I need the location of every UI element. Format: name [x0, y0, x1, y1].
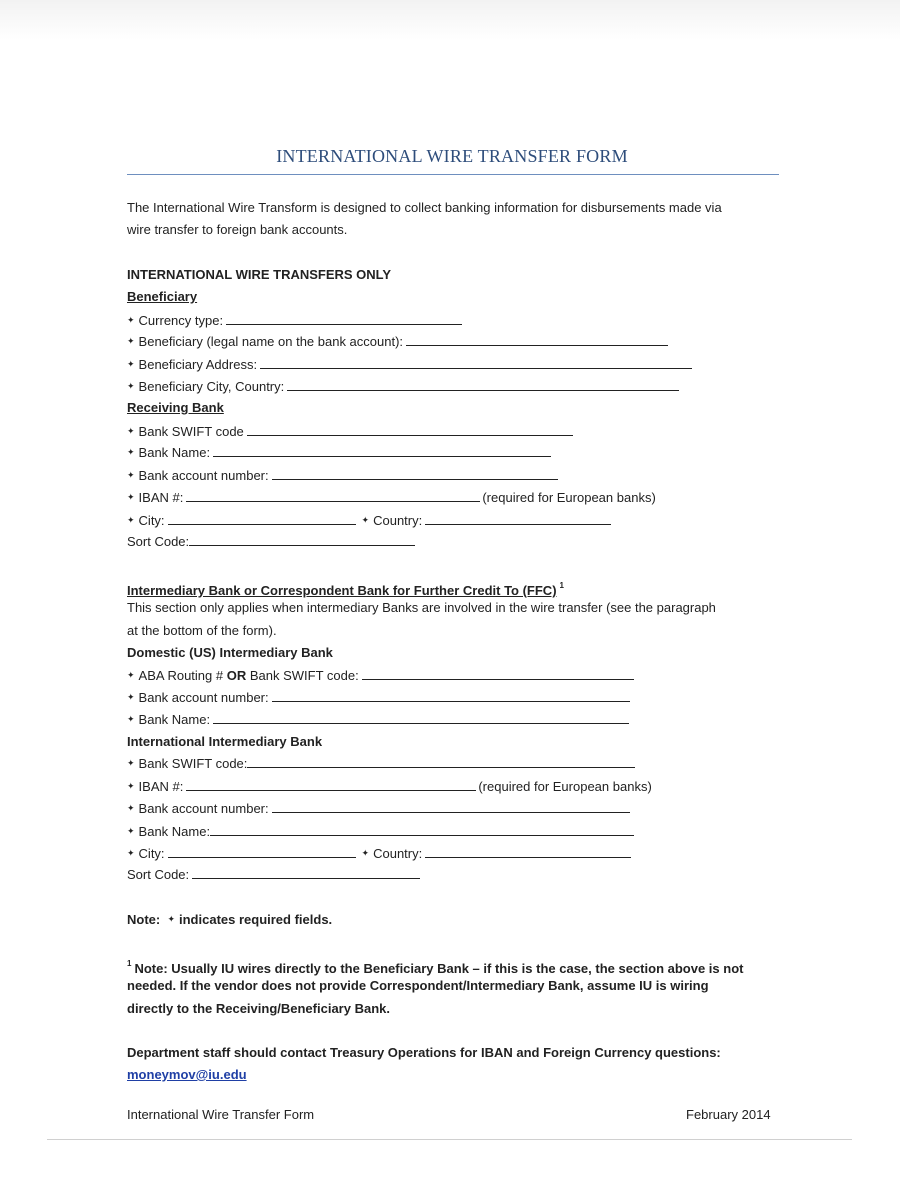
bank-name-field[interactable] — [127, 442, 551, 463]
country-line[interactable] — [425, 512, 611, 525]
required-bullet-icon: ✦ — [127, 336, 135, 346]
note-text: indicates required fields. — [179, 912, 333, 927]
field-label: Bank Name: — [138, 712, 211, 727]
required-bullet-icon: ✦ — [127, 670, 135, 680]
sort-code-field[interactable] — [127, 532, 415, 552]
field-label: IBAN #: — [138, 490, 184, 505]
currency-type-field[interactable] — [127, 310, 462, 331]
field-label: Country: — [373, 846, 423, 861]
footer-rule — [47, 1139, 852, 1140]
field-label: ABA Routing # — [138, 668, 224, 683]
footnote-line-2: needed. If the vendor does not provide Correspondent/Intermediary Bank, assume IU is wiring — [127, 978, 709, 993]
footnote-reference: 1 — [559, 581, 564, 590]
footer-left: International Wire Transfer Form — [127, 1107, 315, 1122]
field-label: Bank account number: — [138, 468, 269, 483]
sort-code-line[interactable] — [189, 533, 415, 546]
required-bullet-icon: ✦ — [127, 447, 135, 457]
required-bullet-icon: ✦ — [127, 315, 135, 325]
field-label: Bank SWIFT code — [138, 424, 244, 439]
intl-country-line[interactable] — [425, 845, 631, 858]
city-line[interactable] — [168, 512, 356, 525]
domestic-account-line[interactable] — [272, 689, 630, 702]
required-bullet-icon: ✦ — [127, 692, 135, 702]
domestic-heading: Domestic (US) Intermediary Bank — [127, 645, 333, 660]
international-heading: International Intermediary Bank — [127, 734, 323, 749]
field-label: City: — [138, 846, 165, 861]
intl-account-line[interactable] — [272, 800, 630, 813]
required-bullet-icon: ✦ — [127, 492, 135, 502]
required-bullet-icon: ✦ — [127, 470, 135, 480]
beneficiary-address-line[interactable] — [260, 356, 692, 369]
footnote-text: Note: Usually IU wires directly to the Beneficiary Bank – if this is the case, the section above is not — [134, 961, 744, 976]
field-label: Beneficiary City, Country: — [138, 379, 285, 394]
beneficiary-address-field[interactable] — [127, 354, 692, 375]
city-country-row — [127, 510, 611, 531]
field-label: City: — [138, 513, 165, 528]
beneficiary-name-field[interactable] — [127, 331, 668, 352]
iban-field[interactable] — [127, 487, 656, 508]
bank-swift-line[interactable] — [247, 423, 573, 436]
required-bullet-icon: ✦ — [361, 848, 370, 858]
iban-line[interactable] — [186, 489, 480, 502]
field-label: Bank Name: — [138, 445, 211, 460]
intl-city-line[interactable] — [168, 845, 356, 858]
required-bullet-icon: ✦ — [127, 714, 135, 724]
field-label: Bank account number: — [138, 690, 269, 705]
intl-swift-line[interactable] — [247, 755, 635, 768]
bank-name-line[interactable] — [213, 444, 551, 457]
required-bullet-icon: ✦ — [127, 426, 135, 436]
required-bullet-icon: ✦ — [127, 803, 135, 813]
required-bullet-icon: ✦ — [127, 515, 135, 525]
beneficiary-name-line[interactable] — [406, 333, 668, 346]
iban-note: (required for European banks) — [482, 490, 656, 505]
required-bullet-icon: ✦ — [127, 758, 135, 768]
field-label: Bank SWIFT code: — [249, 668, 359, 683]
field-label: Sort Code: — [127, 534, 190, 549]
intermediary-desc-2: at the bottom of the form). — [127, 623, 277, 638]
footnote-line-3: directly to the Receiving/Beneficiary Bank. — [127, 1001, 390, 1016]
required-bullet-icon: ✦ — [361, 515, 370, 525]
intl-city-field[interactable] — [127, 846, 362, 861]
intl-country-field[interactable] — [362, 846, 632, 861]
beneficiary-city-country-line[interactable] — [287, 378, 679, 391]
city-field[interactable] — [127, 513, 362, 528]
contact-text: Department staff should contact Treasury Operations for IBAN and Foreign Currency questions: — [127, 1045, 721, 1060]
page-title: INTERNATIONAL WIRE TRANSFER FORM — [276, 146, 628, 166]
intl-city-country-row — [127, 843, 631, 864]
field-label: Bank Name: — [138, 824, 211, 839]
aba-routing-line[interactable] — [362, 667, 634, 680]
intl-swift-field[interactable] — [127, 753, 635, 774]
field-label: Currency type: — [138, 313, 224, 328]
field-label: Bank account number: — [138, 801, 269, 816]
field-label: Beneficiary Address: — [138, 357, 258, 372]
intl-sort-code-line[interactable] — [192, 866, 420, 879]
title-rule — [127, 174, 779, 175]
aba-routing-field[interactable] — [127, 665, 634, 686]
field-label: Beneficiary (legal name on the bank account): — [138, 334, 404, 349]
required-bullet-icon: ✦ — [127, 781, 135, 791]
required-bullet-icon: ✦ — [127, 381, 135, 391]
intermediary-heading-text: Intermediary Bank or Correspondent Bank for Further Credit To (FFC) — [127, 583, 557, 598]
bank-account-field[interactable] — [127, 465, 558, 486]
footnote-mark: 1 — [127, 959, 132, 968]
intro-line-1: The International Wire Transform is designed to collect banking information for disbursements made via — [127, 200, 722, 215]
domestic-name-field[interactable] — [127, 709, 629, 730]
receiving-bank-heading: Receiving Bank — [127, 400, 224, 415]
section-heading: INTERNATIONAL WIRE TRANSFERS ONLY — [127, 267, 392, 282]
required-bullet-icon: ✦ — [127, 826, 135, 836]
required-bullet-icon: ✦ — [167, 914, 175, 924]
beneficiary-city-country-field[interactable] — [127, 376, 679, 397]
field-label: Sort Code: — [127, 867, 190, 882]
domestic-name-line[interactable] — [213, 711, 629, 724]
footer-right: February 2014 — [686, 1107, 771, 1122]
note-prefix: Note: — [127, 912, 161, 927]
intl-iban-field[interactable] — [127, 776, 652, 797]
intermediary-desc-1: This section only applies when intermediary Banks are involved in the wire transfer (see the paragraph — [127, 600, 716, 615]
intro-line-2: wire transfer to foreign bank accounts. — [127, 222, 348, 237]
contact-email-link[interactable]: moneymov@iu.edu — [127, 1067, 247, 1082]
required-bullet-icon: ✦ — [127, 848, 135, 858]
country-field[interactable] — [362, 513, 612, 528]
intl-name-field[interactable] — [127, 821, 634, 842]
required-bullet-icon: ✦ — [127, 359, 135, 369]
field-label: Bank SWIFT code: — [138, 756, 248, 771]
field-label: IBAN #: — [138, 779, 184, 794]
field-label: Country: — [373, 513, 423, 528]
bank-account-line[interactable] — [272, 467, 558, 480]
intl-name-line[interactable] — [210, 823, 634, 836]
required-note — [127, 908, 332, 931]
or-label: OR — [226, 668, 247, 683]
beneficiary-heading: Beneficiary — [127, 289, 198, 304]
intl-iban-note: (required for European banks) — [478, 779, 652, 794]
currency-type-line[interactable] — [226, 312, 462, 325]
domestic-account-field[interactable] — [127, 687, 630, 708]
bank-swift-field[interactable] — [127, 421, 573, 442]
intl-sort-code-field[interactable] — [127, 865, 420, 885]
intl-account-field[interactable] — [127, 798, 630, 819]
intl-iban-line[interactable] — [186, 778, 476, 791]
